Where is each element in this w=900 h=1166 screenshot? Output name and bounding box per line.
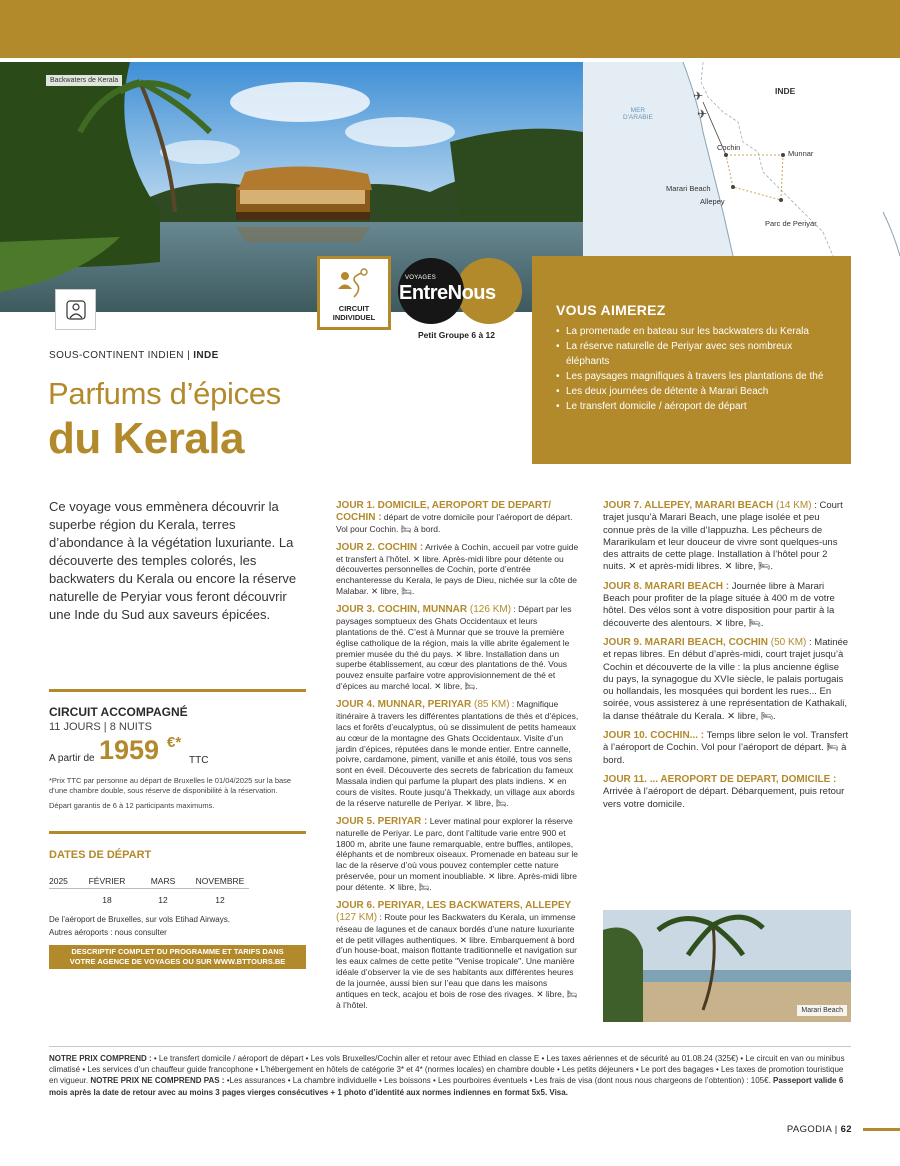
person-route-icon: [334, 267, 374, 301]
entrenous-logo-text: EntreNous: [399, 282, 496, 304]
itinerary-day: [336, 900, 580, 1011]
traveller-icon: [63, 297, 89, 323]
itinerary-day: [336, 816, 580, 893]
itinerary-day: [603, 730, 851, 767]
group-size-label: Petit Groupe 6 à 12: [418, 330, 495, 340]
map-city-periyar: Parc de Periyar: [765, 219, 817, 228]
divider: [49, 831, 306, 834]
map-sea-label: MER D'ARABIE: [623, 107, 653, 121]
offer-duration: 11 JOURS | 8 NUITS: [49, 721, 152, 733]
itinerary-day: [336, 500, 580, 535]
day-text: Temps libre selon le vol. Transfert à l’aéroport de Cochin. Vol pour l’aéroport de départ. 🛏 à bord.: [603, 730, 849, 766]
day-heading: JOUR 3. COCHIN, MUNNAR: [336, 604, 468, 615]
day-distance: (50 KM): [768, 636, 807, 648]
price-from-label: A partir de: [49, 753, 95, 764]
includes-label: NOTRE PRIX COMPREND :: [49, 1054, 152, 1063]
day-text: Arrivée à Cochin, accueil par votre guide et transfert à l’hôtel. ✕ libre. Après-midi libre pour détente ou découvertes personnelles de Cochin, porte d’entrée enchanteresse du Kerala, le pays de Dieu, nichée sur la côte de Malabar. ✕ libre, 🛏.: [336, 541, 579, 597]
day-text: : Magnifique itinéraire à travers les différentes plantations de thés et d’épices, lacs et forêts d’eucalyptus, où se dissimulent de petits hameaux au cœur de la montagne des Ghats Occidentaux. Visite d’un jardin d’épices, réputées dans le monde entier. Entre cannelle, poivre, cardamone, piment, vanille et anis étoilé, tous vos sens sont en éveil. Découverte des secrets de fabrication du fameux Massala indien qui parfume la plupart des plats indiens. ✕ en cours de visites. Route jusqu’à Thekkady, un village aux abords de la réserve naturelle de Periyar. ✕ libre, 🛏.: [336, 699, 579, 808]
day-text: Arrivée à l’aéroport de départ. Débarquement, puis retour vers votre domicile.: [603, 786, 845, 810]
day-distance: (85 KM): [471, 699, 510, 710]
hero-caption: Backwaters de Kerala: [46, 75, 122, 86]
day-heading: JOUR 1. DOMICILE, AEROPORT DE DEPART/ COCHIN :: [336, 500, 552, 523]
price-ttc: TTC: [189, 755, 209, 766]
route-map: [583, 62, 900, 256]
day-heading: JOUR 4. MUNNAR, PERIYAR: [336, 699, 472, 710]
page-marker-bar: [863, 1128, 900, 1131]
dates-row: [49, 890, 249, 909]
day-text: Lever matinal pour explorer la réserve naturelle de Periyar. Le parc, dont l’altitude varie entre 900 et 1800 m, abrite une faune remarquable, entre buffles, antilopes, éléphants et de nombreux oiseaux. Promenade en bateau sur le lac de la réserve d’où vous pouvez contempler cette nature préservée, pour un moment inoubliable. ✕ libre. Après-midi libre pour détente. ✕ libre, 🛏.: [336, 815, 578, 892]
itinerary-column-2: [603, 500, 851, 818]
day-text: : Route pour les Backwaters du Kerala, un immense réseau de lagunes et de canaux bordés d’une nature luxuriante et de petit villages authentiques. ✕ libre. Embarquement à bord d’un house-boat, maison flottante traditionnelle et navigation sur les eaux calmes de cette petite "Venise tropicale". Une manière idéale d’observer la vie de ses habitants aux différentes heures de la journée, aussi bien sur l’eau que dans les maisons antiques en teck, acajou et bois de rose des rivages. ✕ libre, 🛏 à l’hôtel.: [336, 911, 578, 1010]
day-text: : Matinée et repas libres. En début d’après-midi, court trajet jusqu’à Cochin et découverte de la ville : la plus ancienne église du pays, la synagogue du XVIe siècle, le palais portugais ou hollandais, les mosquées qui bordent les rues... En soirée, vous assisterez à une représentation de Kathakali, la danse théâtrale du Kerala. ✕ libre, 🛏.: [603, 636, 849, 722]
divider: [49, 689, 306, 692]
day-heading: JOUR 11. ... AEROPORT DE DEPART, DOMICILE :: [603, 773, 837, 785]
price-note: *Prix TTC par personne au départ de Bruxelles le 01/04/2025 sur la base d’une chambre double, sous réserve de disponibilité à la réservation.: [49, 776, 292, 795]
itinerary-day: [603, 637, 851, 723]
dates-month: FÉVRIER: [88, 875, 126, 886]
page-footer: PAGODIA | 62: [786, 1124, 852, 1135]
day-text: : Court trajet jusqu’à Marari Beach, une plage isolée et peu connue près de la ville d’Iappuzha. Les pêcheurs de Mararikulam et leur douceur de vivre sont quelques-uns des attraits de cette plage. Installation à l’hôtel pour 2 nuits. ✕ et après-midi libres. ✕ libre, 🛏.: [603, 500, 843, 573]
brand-name: PAGODIA: [786, 1124, 832, 1135]
date-cell: 12: [158, 894, 168, 905]
passport-note: Passeport valide 6 mois après la date de retour avec au moins 3 pages vierges consécutives + 1 photo d’identité aux normes indiennes en format 5x5. Visa.: [49, 1076, 844, 1097]
region-label: SOUS-CONTINENT INDIEN: [49, 350, 184, 361]
page-title-light: Parfums d’épices: [48, 376, 281, 411]
itinerary-day: [603, 500, 851, 574]
highlight-item: • Le transfert domicile / aéroport de départ: [556, 399, 829, 414]
entrenous-voyages: VOYAGES: [405, 275, 436, 281]
highlight-item: • La réserve naturelle de Periyar avec ses nombreux éléphants: [556, 339, 829, 369]
group-note: Départ garantis de 6 à 12 participants maximums.: [49, 801, 215, 810]
circuit-label-1: CIRCUIT: [338, 304, 370, 313]
highlights-title: VOUS AIMEREZ: [556, 302, 666, 318]
dates-month: MARS: [150, 875, 176, 886]
excludes-label: NOTRE PRIX NE COMPREND PAS :: [90, 1076, 225, 1086]
date-cell: 18: [102, 894, 112, 905]
svg-text:✈: ✈: [693, 89, 704, 103]
svg-text:✈: ✈: [697, 107, 708, 121]
highlight-item: • Les paysages magnifiques à travers les plantations de thé: [556, 369, 829, 384]
map-city-munnar: Munnar: [788, 149, 814, 158]
day-heading: JOUR 2. COCHIN :: [336, 541, 424, 553]
dates-month: NOVEMBRE: [195, 875, 245, 886]
day-heading: JOUR 7. ALLEPEY, MARARI BEACH: [603, 500, 774, 511]
country-label: INDE: [193, 350, 219, 361]
day-heading: JOUR 6. PERIYAR, LES BACKWATERS, ALLEPEY: [336, 899, 572, 911]
page-title-bold: du Kerala: [48, 414, 245, 463]
date-cell: 12: [215, 894, 225, 905]
excludes-text: •Les assurances • La chambre individuelle • Les boissons • Les pourboires éventuels • Les frais de visa (dont nous nous chargeons de l’obtention) : 105€.: [224, 1076, 774, 1086]
price-conditions: [49, 1053, 853, 1098]
highlights-box: [532, 256, 851, 464]
price-value: 1959: [99, 735, 160, 765]
itinerary-day: [336, 699, 580, 809]
region-line: SOUS-CONTINENT INDIEN | INDE: [49, 350, 219, 361]
circuit-label-2: INDIVIDUEL: [332, 313, 376, 322]
itinerary-day: [603, 774, 851, 811]
full-program-link[interactable]: DESCRIPTIF COMPLET DU PROGRAMME ET TARIFS DANS VOTRE AGENCE DE VOYAGES OU SUR WWW.BTTOURS.BE: [49, 945, 306, 969]
day-heading: JOUR 10. COCHIN... :: [603, 730, 705, 742]
map-city-marari: Marari Beach: [666, 184, 711, 193]
day-distance: (14 KM): [773, 500, 812, 511]
day-text: Journée libre à Marari Beach pour profiter de la plage située à 400 m de votre hôtel. Des vélos sont à votre disposition pour partir à la découverte des alentours. ✕ libre, 🛏.: [603, 580, 835, 629]
beach-caption: Marari Beach: [797, 1005, 847, 1016]
price-currency: €*: [167, 734, 182, 751]
map-city-allepey: Allepey: [700, 197, 725, 206]
itinerary-day: [336, 604, 580, 692]
day-heading: JOUR 9. MARARI BEACH, COCHIN: [603, 636, 769, 648]
itinerary-day: [603, 581, 851, 630]
highlight-item: • Les deux journées de détente à Marari Beach: [556, 384, 829, 399]
highlight-item: • La promenade en bateau sur les backwaters du Kerala: [556, 324, 829, 339]
day-distance: (127 KM): [336, 911, 378, 923]
departure-airport-note: De l’aéroport de Bruxelles, sur vols Etihad Airways.: [49, 915, 230, 924]
day-heading: JOUR 8. MARARI BEACH :: [603, 580, 730, 592]
intro-paragraph: Ce voyage vous emmènera découvrir la superbe région du Kerala, terres d’abondance à la végétation luxuriante. La découverte des temples colorés, les backwaters du Kerala ou encore la réserve naturelle de Peryiar vous feront découvrir une Inde du Sud aux saveurs épicées.: [49, 499, 297, 622]
dates-divider: [49, 888, 249, 889]
offer-type: CIRCUIT ACCOMPAGNÉ: [49, 705, 188, 719]
other-airports-note: Autres aéroports : nous consulter: [49, 928, 167, 937]
dates-table: [49, 871, 249, 909]
beach-photo: [603, 910, 851, 1022]
page-number: 62: [840, 1124, 852, 1135]
includes-text: • Le transfert domicile / aéroport de départ • Les vols Bruxelles/Cochin aller et retour avec Ethiad en classe E • Les taxes aériennes et de sécurité au 01.08.24 (325€) • Le circuit en van ou minibus climatisé • Les services d’un chauffeur guide francophone • L’hébergement en hôtels de catégorie 3* et 4* (normes locales) en chambre double • Les petits déjeuners • Le port des bagages • Les taxes de promotion touristique en vigueur.: [49, 1054, 845, 1086]
dates-year: 2025: [49, 875, 68, 886]
footer-divider: [49, 1046, 851, 1047]
day-heading: JOUR 5. PERIYAR :: [336, 815, 428, 827]
map-city-cochin: Cochin: [717, 143, 741, 152]
top-color-band: [0, 0, 900, 58]
day-text: départ de votre domicile pour l’aéroport de départ. Vol pour Cochin. 🛏 à bord.: [336, 511, 573, 534]
itinerary-day: [336, 542, 580, 597]
map-country-label: INDE: [775, 86, 796, 96]
traveller-icon-box: [55, 289, 96, 330]
circuit-individuel-badge: [317, 256, 391, 330]
day-text: : Départ par les paysages somptueux des Ghats Occidentaux et leurs plantations de thé. C’est à Munnar que se trouve la première église catholique de la région, mais la ville abrite également le premier musée du thé du pays. ✕ libre. Installation dans un superbe établissement, au cœur des plantations de thé. Vous pouvez ensuite parfaire votre approvisionnement de thé et d’épices au marché local. ✕ libre, 🛏.: [336, 604, 572, 692]
itinerary-column-1: [336, 500, 580, 1018]
day-distance: (126 KM): [467, 604, 512, 615]
dates-title: DATES DE DÉPART: [49, 849, 152, 861]
entrenous-badge: [396, 256, 526, 340]
